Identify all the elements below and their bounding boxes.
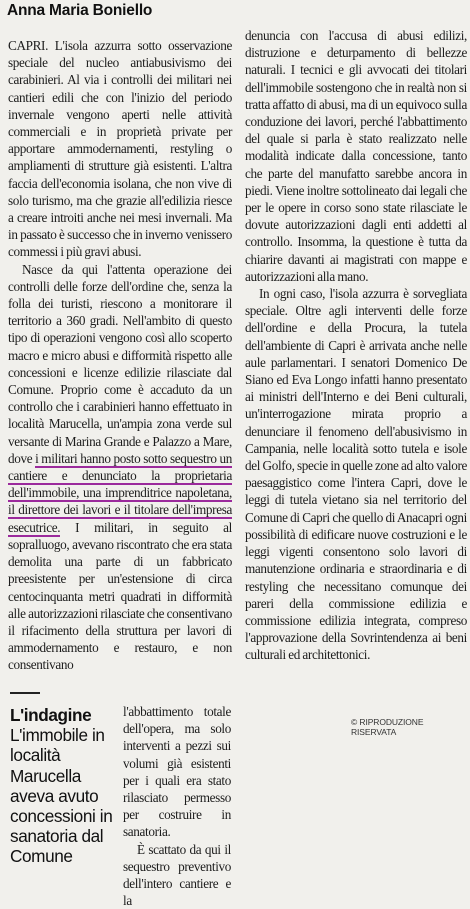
paragraph-5: denuncia con l'accusa di abusi edilizi, distruzione e deturpamento di bellezze naturali. I tecnici e gli avvocati dei titolari dell'immobile sostengono che in realtà non si tratta affatto di abusi, ma di un equivoco sulla conduzione dei lavori, perché l'abbattimento del quale si parla è stato realizzato nelle modalità indicate dalla concessione, tanto che parte del manufatto sarebbe ancora in piedi. Viene inoltre sottolineato dai legali che per le opere in corso sono state rilasciate le dovute autorizzazioni dagli enti addetti al controllo. Insomma, la questione è tutta da chiarire davanti ai magistrati con mappe e autorizzazioni alla mano. <box>245 28 467 284</box>
paragraph-1: CAPRI. L'isola azzurra sotto osservazione speciale del nucleo antiabusivismo dei carabinieri. Al via i controlli dei militari nei cantieri edili che con l'inizio del periodo invernale vengono aperti nelle attività commerciali e in proprietà private per apportare ammodernamenti, restyling o ampliamenti di strutture già esistenti. L'altra faccia dell'economia isolana, che non vive di solo turismo, ma che grazie all'edilizia riesce a creare introiti anche nei mesi invernali. Ma in passato è successo che in inverno venissero commessi i più gravi abusi. <box>8 38 232 260</box>
paragraph-2 <box>8 261 232 674</box>
paragraph-4: È scattato da qui il sequestro preventivo dell'intero cantiere e la <box>123 841 231 909</box>
article-column-1 <box>8 37 232 674</box>
paragraph-3: l'abbattimento totale dell'opera, ma solo interventi a pezzi sui volumi già esistenti per i quali era stato rilasciato permesso per costruire in sanatoria. <box>123 704 231 840</box>
article-column-1-continued <box>123 703 231 909</box>
sidebar-divider <box>10 692 40 694</box>
paragraph-2-text-a: Nasce da qui l'attenta operazione dei controlli delle forze dell'ordine che, senza la folla dei turisti, riescono a monitorare il territorio a 360 gradi. Nell'ambito di questo tipo di operazioni vengono così allo scoperto macro e micro abusi e difformità rispetto alle concessioni e licenze edilizie rilasciate dal Comune. Proprio come è accaduto da un controllo che i carabinieri hanno effettuato in località Marucella, un'ampia zona verde sul versante di Marina Grande e Palazzo a Mare, dove <box>8 261 232 466</box>
highlighted-passage: i militari hanno posto sotto sequestro un cantiere e denunciato la proprietaria dell'immobile, una imprenditrice napoletana, il direttore dei lavori e il titolare dell'impresa esecutrice. <box>8 450 232 535</box>
copyright-notice: © RIPRODUZIONE RISERVATA <box>351 717 424 737</box>
paragraph-2-text-b: I militari, in seguito al sopralluogo, avevano riscontrato che era stata demolita una parte di un fabbricato preesistente per un'estensione di circa centocinquanta metri quadrati in difformità alle autorizzazioni rilasciate che consentivano il rifacimento della struttura per lavori di ammodernamento e restauro, e non consentivano <box>8 519 232 673</box>
sidebar-text: L'immobile in località Marucella aveva avuto concessioni in sanatoria dal Comune <box>10 725 113 867</box>
author-byline: Anna Maria Boniello <box>7 2 153 19</box>
article-column-2 <box>245 27 467 664</box>
paragraph-6: In ogni caso, l'isola azzurra è sorvegliata speciale. Oltre agli interventi delle forze dell'ordine e della Procura, la tutela dell'ambiente di Capri è arrivata anche nelle aule parlamentari. I senatori Domenico De Siano ed Eva Longo infatti hanno presentato ai ministri dell'Interno e dei Beni culturali, un'interrogazione mirata proprio a denunciare il fenomeno dell'abusivismo in Campania, nelle località sotto tutela e isole del Golfo, specie in quelle zone ad alto valore paesaggistico come l'intera Capri, dove le leggi di tutela vietano sia nel territorio del Comune di Capri che quello di Anacapri ogni possibilità di edificare nuove costruzioni e le leggi vigenti consentono solo lavori di manutenzione ordinaria e straordinaria e di restyling che necessitano comunque dei pareri della commissione edilizia e commissione edilizia integrata, compreso l'approvazione della Sovrintendenza ai beni culturali ed architettonici. <box>245 286 467 663</box>
sidebar-kicker: L'indagine <box>10 705 92 725</box>
sidebar-box <box>10 705 116 867</box>
